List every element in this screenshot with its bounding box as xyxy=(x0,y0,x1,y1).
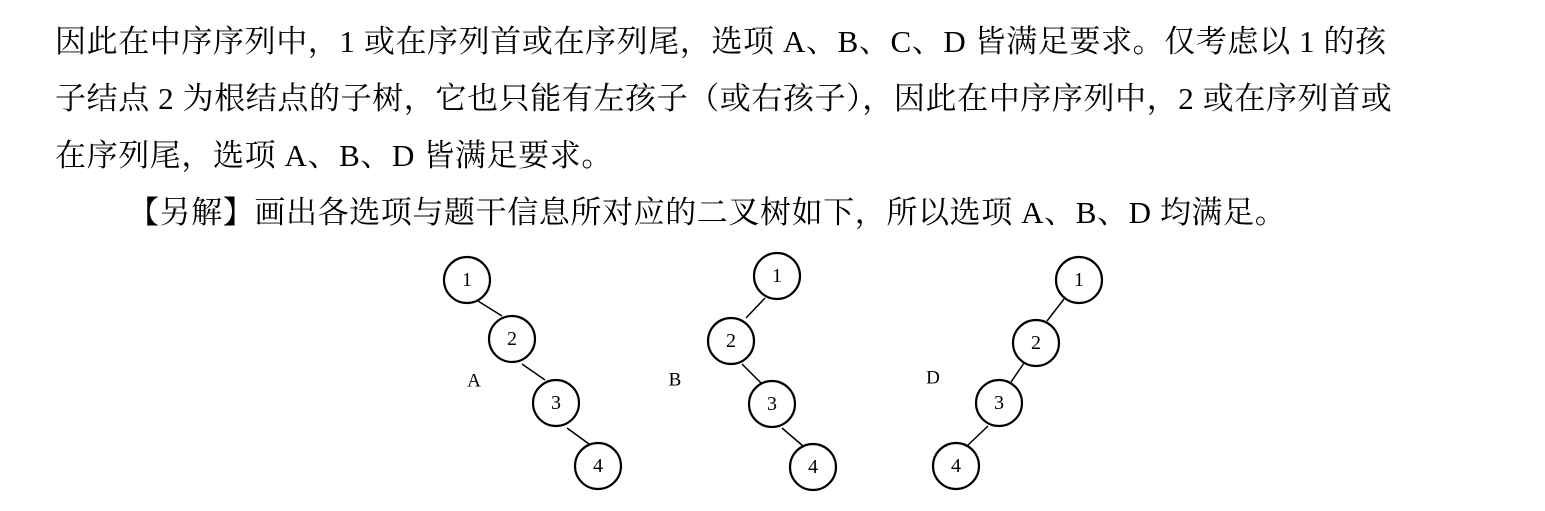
paragraph-line: 子结点 2 为根结点的子树，它也只能有左孩子（或右孩子），因此在中序序列中，2 或在序列首或 xyxy=(55,81,1393,116)
paragraph-line: 在序列尾，选项 A、B、D 皆满足要求。 xyxy=(55,138,613,173)
tree-node xyxy=(489,316,535,362)
tree-edge xyxy=(782,428,803,446)
tree-edge xyxy=(1011,363,1024,382)
tree-edge xyxy=(478,301,502,316)
node-label: 1 xyxy=(1074,269,1084,291)
node-label: 2 xyxy=(507,328,517,350)
tree-b xyxy=(669,253,836,490)
node-label: 3 xyxy=(994,392,1004,414)
node-label: 4 xyxy=(593,455,603,477)
tree-a xyxy=(444,257,621,489)
tree-node xyxy=(533,380,579,426)
paragraph-line: 因此在中序序列中，1 或在序列首或在序列尾，选项 A、B、C、D 皆满足要求。仅考虑以 1 的孩 xyxy=(55,24,1387,59)
tree-edge xyxy=(1047,299,1064,321)
node-label: 3 xyxy=(767,393,777,415)
tree-node xyxy=(1013,320,1059,366)
tree-edge xyxy=(522,364,545,380)
tree-edge xyxy=(746,298,765,318)
tree-node xyxy=(1056,257,1102,303)
node-label: 1 xyxy=(772,265,782,287)
tree-edge xyxy=(968,426,988,445)
tree-label: B xyxy=(668,369,682,391)
node-label: 2 xyxy=(1031,332,1041,354)
tree-node xyxy=(444,257,490,303)
tree-node xyxy=(575,443,621,489)
node-label: 4 xyxy=(808,456,818,478)
node-label: 2 xyxy=(726,330,736,352)
node-label: 4 xyxy=(951,455,961,477)
tree-node xyxy=(749,381,795,427)
tree-label: A xyxy=(467,370,481,392)
tree-label: D xyxy=(926,367,940,389)
tree-edge xyxy=(567,428,589,444)
tree-node xyxy=(708,318,754,364)
tree-node xyxy=(976,380,1022,426)
tree-node xyxy=(754,253,800,299)
node-label: 3 xyxy=(551,392,561,414)
tree-edge xyxy=(742,364,762,384)
node-label: 1 xyxy=(462,269,472,291)
tree-node xyxy=(933,443,979,489)
tree-node xyxy=(790,444,836,490)
tree-d xyxy=(926,257,1102,489)
paragraph-line: 【另解】画出各选项与题干信息所对应的二叉树如下，所以选项 A、B、D 均满足。 xyxy=(128,195,1287,230)
